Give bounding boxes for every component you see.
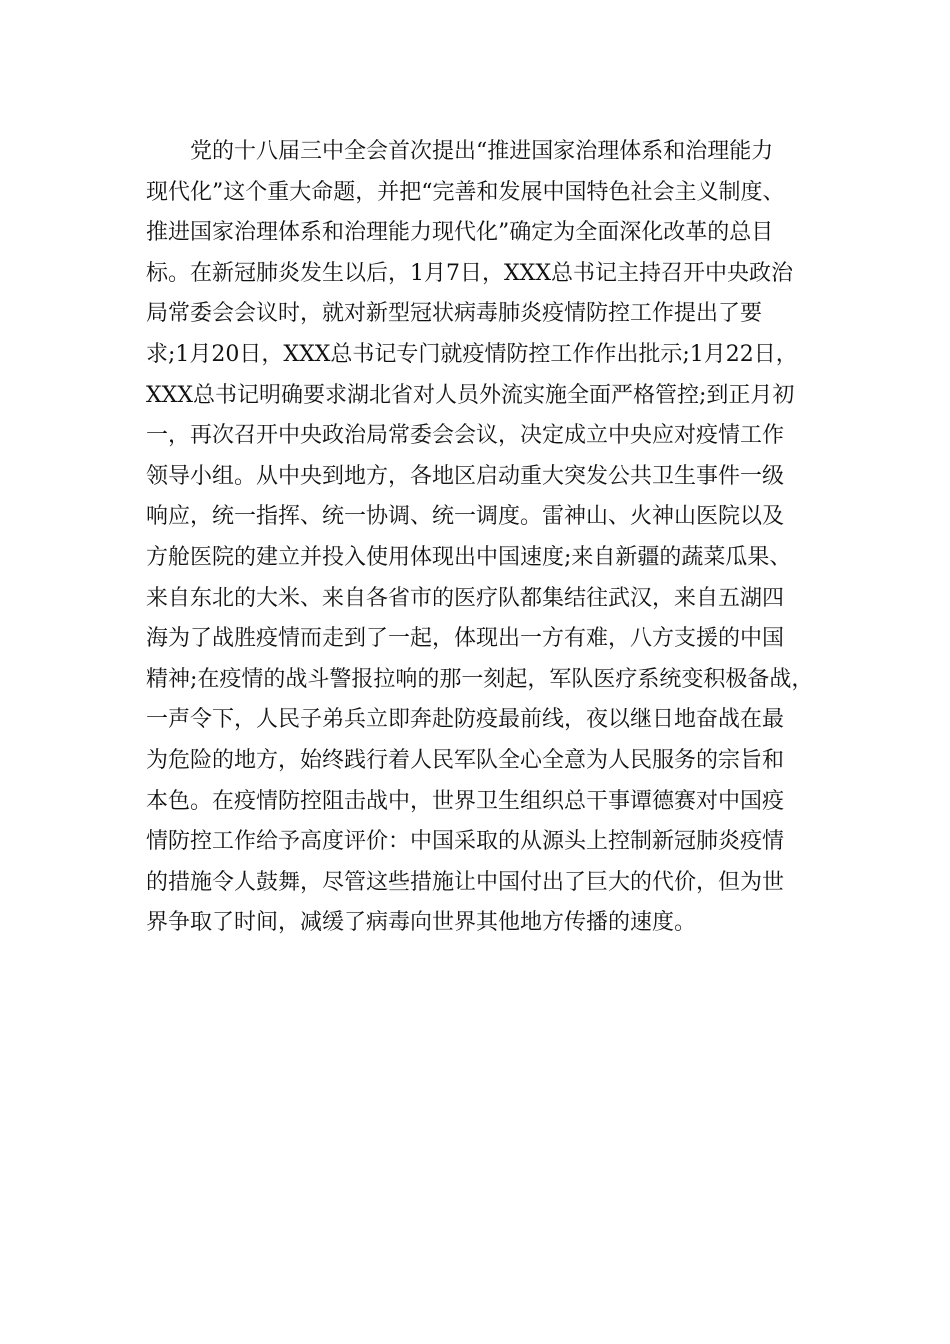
paragraph-line: 来自东北的大米、来自各省市的医疗队都集结往武汉，来自五湖四	[146, 585, 785, 611]
paragraph-line: 为危险的地方，始终践行着人民军队全心全意为人民服务的宗旨和	[146, 747, 785, 773]
paragraph-line: 求;1月20日，XXX总书记专门就疫情防控工作作出批示;1月22日，	[146, 341, 798, 367]
paragraph-line: 局常委会会议时，就对新型冠状病毒肺炎疫情防控工作提出了要	[146, 301, 763, 327]
paragraph-line: 界争取了时间，减缓了病毒向世界其他地方传播的速度。	[146, 910, 697, 936]
paragraph-line: 情防控工作给予高度评价：中国采取的从源头上控制新冠肺炎疫情	[146, 829, 785, 855]
paragraph-line: XXX总书记明确要求湖北省对人员外流实施全面严格管控;到正月初	[146, 382, 795, 408]
paragraph-line: 标。在新冠肺炎发生以后，1月7日，XXX总书记主持召开中央政治	[146, 260, 793, 286]
paragraph-line: 领导小组。从中央到地方，各地区启动重大突发公共卫生事件一级	[146, 463, 785, 489]
body-paragraph	[146, 132, 826, 944]
paragraph-line: 方舱医院的建立并投入使用体现出中国速度;来自新疆的蔬菜瓜果、	[146, 544, 792, 570]
paragraph-line: 一，再次召开中央政治局常委会会议，决定成立中央应对疫情工作	[146, 423, 785, 449]
paragraph-line: 党的十八届三中全会首次提出“推进国家治理体系和治理能力	[190, 139, 774, 164]
paragraph-line: 推进国家治理体系和治理能力现代化”确定为全面深化改革的总目	[146, 220, 774, 246]
paragraph-line: 的措施令人鼓舞，尽管这些措施让中国付出了巨大的代价，但为世	[146, 869, 785, 895]
paragraph-line: 精神;在疫情的战斗警报拉响的那一刻起，军队医疗系统变积极备战，	[146, 666, 814, 692]
paragraph-line: 现代化”这个重大命题，并把“完善和发展中国特色社会主义制度、	[146, 179, 785, 205]
paragraph-line: 响应，统一指挥、统一协调、统一调度。雷神山、火神山医院以及	[146, 504, 785, 530]
paragraph-line: 本色。在疫情防控阻击战中，世界卫生组织总干事谭德赛对中国疫	[146, 788, 785, 814]
paragraph-line: 海为了战胜疫情而走到了一起，体现出一方有难，八方支援的中国	[146, 626, 785, 652]
paragraph-line: 一声令下，人民子弟兵立即奔赴防疫最前线，夜以继日地奋战在最	[146, 707, 785, 733]
